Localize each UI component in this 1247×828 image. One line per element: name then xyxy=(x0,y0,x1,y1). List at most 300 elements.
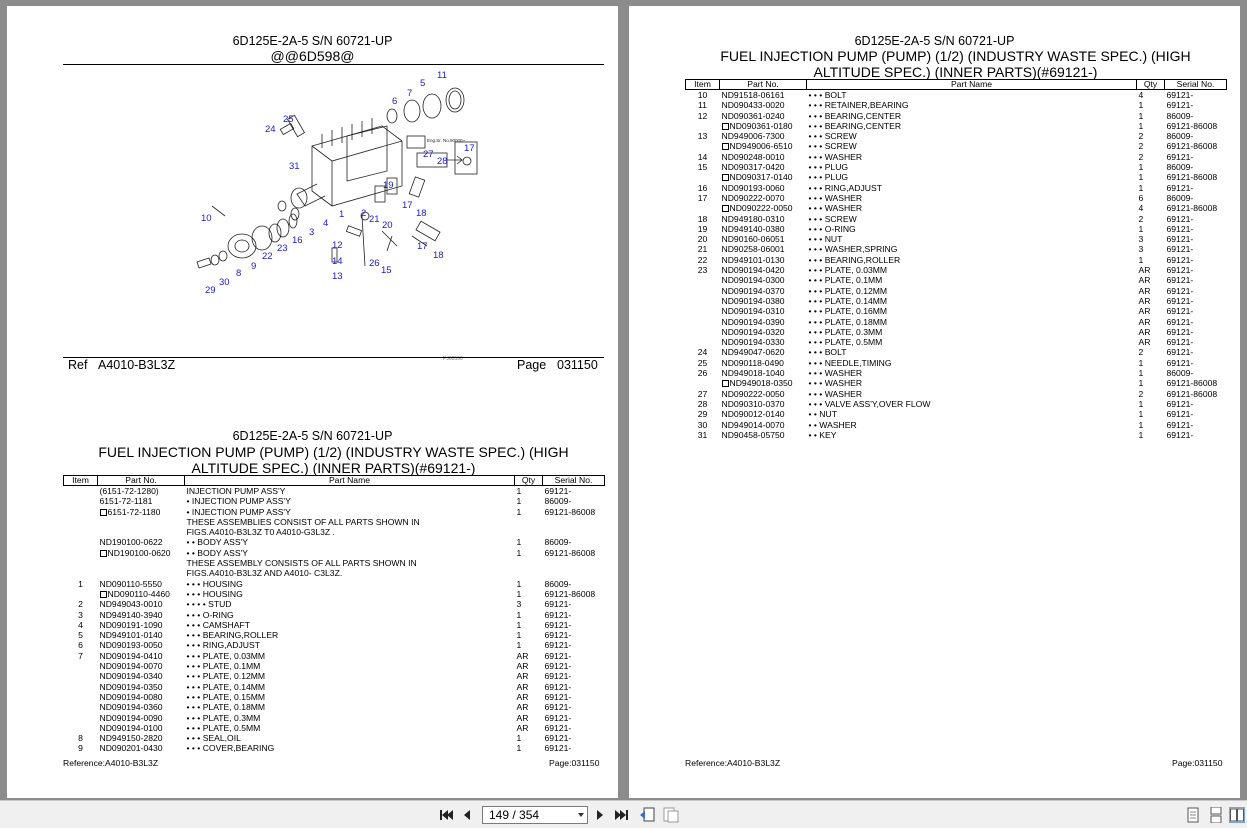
cell-serial xyxy=(1165,265,1227,275)
ref-value: A4010-B3L3Z xyxy=(98,358,176,372)
cell-qty-text: 1 xyxy=(1138,357,1144,368)
facing-view-button[interactable] xyxy=(1229,807,1245,823)
cell-serial xyxy=(1165,286,1227,296)
cell-qty-text: 1 xyxy=(516,506,522,517)
cell-item xyxy=(686,420,720,430)
cell-part-name-text: • • • PLATE, 0.3MM xyxy=(186,712,261,723)
cell-serial-text: 69121- xyxy=(544,609,572,620)
table-row xyxy=(64,630,605,640)
cell-part-name-text: • • • NEEDLE,TIMING xyxy=(808,357,892,368)
cell-item xyxy=(64,527,98,537)
serial-range-note: Eng.Sr. No.90000~ xyxy=(427,138,466,143)
cell-serial-text: 69121- xyxy=(544,619,572,630)
cell-serial xyxy=(1165,193,1227,203)
cell-part-name xyxy=(807,193,1137,203)
cell-serial xyxy=(543,579,605,589)
cell-item-text: 19 xyxy=(697,223,708,234)
cell-qty xyxy=(1137,327,1165,337)
cell-qty-text: 1 xyxy=(516,609,522,620)
cell-item-text: 12 xyxy=(697,110,708,121)
cell-item-text: 22 xyxy=(697,254,708,265)
table-row xyxy=(64,537,605,547)
page-value: 031150 xyxy=(557,358,598,372)
ref-label: Ref xyxy=(68,358,88,372)
cell-qty-text: 3 xyxy=(1138,244,1144,255)
cell-part-no xyxy=(720,317,807,327)
table-row xyxy=(686,183,1227,193)
cell-part-name-text: INJECTION PUMP ASS'Y xyxy=(186,486,286,496)
cell-item xyxy=(686,162,720,172)
cell-item xyxy=(64,630,98,640)
cell-qty xyxy=(515,661,543,671)
cell-part-no xyxy=(720,378,807,388)
cell-qty xyxy=(1137,255,1165,265)
cell-part-name-text: • • • PLATE, 0.18MM xyxy=(808,316,888,327)
cell-qty-text: 3 xyxy=(1138,234,1144,245)
cell-qty xyxy=(1137,286,1165,296)
callout-label: 15 xyxy=(381,265,392,276)
cell-part-no xyxy=(720,162,807,172)
first-page-button[interactable] xyxy=(438,807,454,823)
cell-qty xyxy=(1137,306,1165,316)
cell-part-no xyxy=(720,131,807,141)
cell-part-no xyxy=(98,548,185,558)
cell-part-name-text: • • • PLATE, 0.15MM xyxy=(186,691,266,702)
cell-part-no-text: ND090433-0020 xyxy=(721,100,785,111)
cell-part-name-text: • • • BEARING,CENTER xyxy=(808,110,902,121)
table-row xyxy=(686,306,1227,316)
cell-serial xyxy=(543,558,605,568)
cell-qty xyxy=(1137,244,1165,254)
cell-part-no-text: ND949018-0350 xyxy=(729,378,793,389)
table-row xyxy=(64,651,605,661)
cell-part-no-text: 6151-72-1181 xyxy=(99,496,153,507)
cell-serial-text: 69121- xyxy=(544,743,572,754)
cell-part-name xyxy=(807,131,1137,141)
cell-qty-text: AR xyxy=(1138,337,1151,348)
table-row xyxy=(64,713,605,723)
cell-item xyxy=(686,358,720,368)
cell-part-name-text: • • • WASHER,SPRING xyxy=(808,244,898,255)
cell-part-name xyxy=(807,347,1137,357)
callout-label: 23 xyxy=(277,243,288,254)
cell-qty xyxy=(1137,214,1165,224)
cell-part-name-text: • • • PLATE, 0.16MM xyxy=(808,306,888,317)
cell-qty-text: 1 xyxy=(1138,172,1144,183)
cell-part-no xyxy=(720,244,807,254)
cell-item xyxy=(64,568,98,578)
cell-part-name xyxy=(807,172,1137,182)
cell-part-no xyxy=(98,599,185,609)
table-row xyxy=(64,671,605,681)
exploded-parts-diagram xyxy=(187,66,487,306)
cell-serial-text: 69121-86008 xyxy=(1166,388,1218,399)
cell-part-name xyxy=(185,640,515,650)
cell-part-no xyxy=(720,100,807,110)
table-row xyxy=(686,317,1227,327)
cell-part-name xyxy=(807,183,1137,193)
table-row xyxy=(686,430,1227,440)
model-header-2: 6D125E-2A-5 S/N 60721-UP xyxy=(232,429,393,443)
cell-part-name-text: • • • NUT xyxy=(808,234,843,245)
cell-qty-text: 2 xyxy=(1138,131,1144,142)
cell-part-name-text: • • • PLUG xyxy=(808,172,849,183)
cell-qty xyxy=(1137,337,1165,347)
cell-qty xyxy=(1137,111,1165,121)
cell-part-name xyxy=(807,399,1137,409)
cell-part-no xyxy=(98,568,185,578)
cell-part-no xyxy=(98,692,185,702)
cell-qty-text: AR xyxy=(516,671,529,682)
cell-serial xyxy=(1165,224,1227,234)
cell-qty xyxy=(515,579,543,589)
cell-part-name xyxy=(185,507,515,517)
checkbox-square-icon xyxy=(100,550,107,557)
cell-part-name xyxy=(807,234,1137,244)
cell-part-name xyxy=(185,692,515,702)
cell-serial xyxy=(1165,317,1227,327)
cell-item xyxy=(686,317,720,327)
cell-part-no xyxy=(720,183,807,193)
cell-part-name-text: • • • BEARING,CENTER xyxy=(808,120,902,131)
cell-qty-text: 1 xyxy=(1138,378,1144,389)
cell-qty-text: AR xyxy=(1138,285,1151,296)
cell-item xyxy=(686,327,720,337)
cell-part-name xyxy=(807,368,1137,378)
table-row xyxy=(686,234,1227,244)
cell-part-no xyxy=(98,651,185,661)
callout-label: 11 xyxy=(437,70,447,81)
prev-page-button[interactable] xyxy=(459,807,475,823)
cell-part-no-text: ND090193-0060 xyxy=(721,182,785,193)
cell-serial xyxy=(543,651,605,661)
cell-serial-text: 69121- xyxy=(544,733,572,744)
cell-item xyxy=(64,496,98,506)
table-row xyxy=(686,203,1227,213)
callout-label: 16 xyxy=(292,235,303,246)
cell-qty xyxy=(1137,275,1165,285)
cell-serial-text: 69121- xyxy=(1166,285,1194,296)
cell-part-no-text: ND090118-0490 xyxy=(721,357,784,368)
cell-qty-text: 1 xyxy=(1138,409,1144,420)
table-row xyxy=(64,610,605,620)
table-row xyxy=(686,193,1227,203)
left-page xyxy=(7,6,618,798)
cell-qty-text: 1 xyxy=(1138,120,1144,131)
cell-part-no xyxy=(720,234,807,244)
cell-item-text: 14 xyxy=(697,151,708,162)
cell-qty-text: 1 xyxy=(516,640,522,651)
cell-part-name-text: • • • HOUSING xyxy=(186,578,243,589)
cell-serial-text: 69121- xyxy=(1166,347,1194,358)
cell-part-no-text: ND949006-6510 xyxy=(729,141,793,152)
callout-label: 26 xyxy=(369,258,380,269)
cell-serial xyxy=(543,517,605,527)
cell-qty xyxy=(1137,193,1165,203)
cell-serial-text: 69121- xyxy=(544,630,572,641)
table-row xyxy=(64,589,605,599)
cell-serial-text: 69121- xyxy=(1166,337,1194,348)
cell-part-name-text: • • KEY xyxy=(808,429,837,440)
cell-part-name xyxy=(185,568,515,578)
cell-serial xyxy=(543,630,605,640)
chevron-down-icon xyxy=(578,813,584,817)
page-number-select[interactable] xyxy=(482,806,588,824)
cell-serial xyxy=(1165,327,1227,337)
cell-qty-text: AR xyxy=(516,650,529,661)
cell-item-text: 6 xyxy=(78,640,83,651)
table-row xyxy=(64,620,605,630)
cell-part-no xyxy=(98,558,185,568)
cell-part-no-text: ND949180-0310 xyxy=(721,213,785,224)
cell-item-text: 26 xyxy=(697,368,708,379)
cell-part-no xyxy=(720,90,807,101)
cell-part-name xyxy=(185,682,515,692)
cell-part-name xyxy=(185,579,515,589)
cell-qty xyxy=(515,610,543,620)
cell-item xyxy=(686,111,720,121)
cell-qty xyxy=(1137,389,1165,399)
cell-serial-text: 86009- xyxy=(544,496,572,507)
cell-part-no-text: ND090194-0090 xyxy=(99,712,163,723)
cell-part-name xyxy=(807,378,1137,388)
cell-qty xyxy=(1137,100,1165,110)
cell-serial xyxy=(1165,296,1227,306)
cell-qty xyxy=(515,640,543,650)
table-row xyxy=(686,358,1227,368)
cell-serial xyxy=(1165,183,1227,193)
cell-item-text: 8 xyxy=(78,733,83,744)
cell-part-no-text: ND91518-06161 xyxy=(721,90,785,100)
callout-label: 14 xyxy=(332,256,343,267)
cell-serial xyxy=(543,548,605,558)
cell-serial-text: 69121- xyxy=(544,671,572,682)
cell-item xyxy=(64,702,98,712)
cell-item xyxy=(686,214,720,224)
cell-serial xyxy=(1165,131,1227,141)
cell-item xyxy=(64,548,98,558)
cell-part-name xyxy=(807,306,1137,316)
callout-label: 30 xyxy=(219,277,230,288)
cell-part-name xyxy=(807,286,1137,296)
cell-item xyxy=(686,296,720,306)
cell-qty-text: 1 xyxy=(516,486,522,496)
callout-label: 5 xyxy=(420,78,426,89)
next-page-button[interactable] xyxy=(592,807,608,823)
cell-item-text: 2 xyxy=(78,599,83,610)
cell-part-name-text: • • • PLATE, 0.03MM xyxy=(808,265,888,276)
cell-part-no-text: ND090194-0300 xyxy=(721,275,785,286)
cell-item xyxy=(686,378,720,388)
cell-qty xyxy=(515,620,543,630)
cell-part-name-text: • • • BOLT xyxy=(808,347,847,358)
cell-serial xyxy=(543,743,605,753)
cell-item xyxy=(686,286,720,296)
cell-part-name-text: • • • WASHER xyxy=(808,368,863,379)
cell-item-text: 24 xyxy=(697,347,708,358)
cell-serial-text: 69121- xyxy=(1166,223,1194,234)
table-row xyxy=(64,558,605,568)
cell-qty xyxy=(515,527,543,537)
cell-item xyxy=(64,743,98,753)
continuous-view-button[interactable] xyxy=(1208,807,1224,823)
cell-serial-text: 86009- xyxy=(1166,110,1194,121)
table-row xyxy=(64,527,605,537)
cell-serial-text: 86009- xyxy=(1166,131,1194,142)
cell-part-no xyxy=(98,537,185,547)
cell-part-no xyxy=(720,286,807,296)
cell-part-no-text: ND090012-0140 xyxy=(721,409,785,420)
table-row xyxy=(686,327,1227,337)
cell-part-name xyxy=(185,630,515,640)
cell-item xyxy=(686,141,720,151)
title-line-2: ALTITUDE SPEC.) (INNER PARTS)(#69121-) xyxy=(191,460,476,476)
cell-qty xyxy=(1137,90,1165,101)
first-page-icon xyxy=(439,809,453,821)
cell-part-no-text: ND090310-0370 xyxy=(721,398,785,409)
cell-part-no-text: ND090317-0140 xyxy=(729,172,793,183)
cell-part-name xyxy=(185,496,515,506)
cell-qty-text: 1 xyxy=(1138,429,1144,440)
cell-item-text: 17 xyxy=(697,192,708,203)
cell-qty-text: AR xyxy=(1138,306,1151,317)
table-row xyxy=(686,172,1227,182)
cell-part-no xyxy=(720,347,807,357)
next-view-button[interactable] xyxy=(663,807,679,823)
cell-qty-text: 1 xyxy=(516,547,522,558)
table-row xyxy=(686,368,1227,378)
callout-label: 20 xyxy=(382,220,393,231)
table-row xyxy=(64,661,605,671)
checkbox-square-icon xyxy=(100,509,107,516)
cell-part-no-text: ND090222-0070 xyxy=(721,192,785,203)
cell-serial-text: 69121-86008 xyxy=(544,588,596,599)
table-row xyxy=(64,568,605,578)
checkbox-square-icon xyxy=(100,591,107,598)
cell-item-text: 10 xyxy=(697,90,708,100)
cell-qty xyxy=(1137,141,1165,151)
cell-part-name-text: • • • PLATE, 0.03MM xyxy=(186,650,266,661)
table-row xyxy=(686,214,1227,224)
cell-qty xyxy=(1137,183,1165,193)
cell-part-no-text: ND090194-0360 xyxy=(99,702,163,713)
cell-serial-text: 69121- xyxy=(544,712,572,723)
cell-qty-text: 2 xyxy=(1138,213,1144,224)
cell-qty-text: 1 xyxy=(1138,223,1144,234)
cell-part-no-text: ND090110-4460 xyxy=(107,588,170,599)
cell-part-name-text: • • • RING,ADJUST xyxy=(808,182,882,193)
cell-part-no xyxy=(98,589,185,599)
cell-part-name-text: • • • WASHER xyxy=(808,203,863,214)
cell-serial-text: 69121- xyxy=(1166,316,1194,327)
cell-part-no xyxy=(720,368,807,378)
cell-serial-text: 86009- xyxy=(1166,368,1194,379)
cell-part-no xyxy=(720,141,807,151)
cell-serial xyxy=(1165,90,1227,101)
cell-part-no xyxy=(720,420,807,430)
cell-serial-text: 69121- xyxy=(1166,275,1194,286)
cell-serial xyxy=(1165,121,1227,131)
cell-part-name-text: • • • PLATE, 0.12MM xyxy=(186,671,266,682)
cell-qty-text: 1 xyxy=(1138,100,1144,111)
cell-serial xyxy=(543,496,605,506)
cell-serial xyxy=(543,702,605,712)
single-page-view-button[interactable] xyxy=(1185,807,1201,823)
cell-part-name xyxy=(807,162,1137,172)
cell-part-name-text: THESE ASSEMBLY CONSISTS OF ALL PARTS SHOWN IN xyxy=(186,558,417,569)
cell-part-no xyxy=(98,579,185,589)
cell-qty xyxy=(1137,131,1165,141)
cell-item xyxy=(64,610,98,620)
cell-part-no xyxy=(720,430,807,440)
cell-part-name-text: THESE ASSEMBLIES CONSIST OF ALL PARTS SHOWN IN xyxy=(186,516,420,527)
cell-part-name-text: • • • PLATE, 0.5MM xyxy=(186,722,261,733)
cell-qty-text: AR xyxy=(516,691,529,702)
table-row xyxy=(686,409,1227,419)
table-row xyxy=(64,733,605,743)
cell-item xyxy=(64,537,98,547)
cell-part-name xyxy=(185,599,515,609)
callout-label: 6 xyxy=(392,96,398,107)
cell-part-no xyxy=(98,517,185,527)
table-row xyxy=(686,224,1227,234)
header-rule xyxy=(63,64,604,65)
cell-item-text: 29 xyxy=(697,409,708,420)
cell-item xyxy=(64,486,98,497)
cell-serial xyxy=(543,568,605,578)
cell-qty-text: 6 xyxy=(1138,192,1144,203)
cell-part-name-text: • • • PLATE, 0.1MM xyxy=(808,275,883,286)
cell-part-no xyxy=(720,409,807,419)
cell-serial-text: 69121- xyxy=(544,599,572,610)
prev-view-button[interactable] xyxy=(639,807,655,823)
cell-part-name xyxy=(807,214,1137,224)
cell-serial xyxy=(1165,378,1227,388)
cell-part-no-text: ND90160-06051 xyxy=(721,234,785,245)
cell-serial-text: 86009- xyxy=(1166,162,1194,173)
cell-item xyxy=(64,579,98,589)
cell-part-no xyxy=(720,327,807,337)
last-page-button[interactable] xyxy=(614,807,630,823)
table-row xyxy=(686,399,1227,409)
cell-part-name xyxy=(185,527,515,537)
cell-part-no-text: ND090193-0050 xyxy=(99,640,163,651)
cell-part-name-text: • • • O-RING xyxy=(808,223,856,234)
page-label: Page xyxy=(517,358,547,372)
cell-item xyxy=(64,723,98,733)
right-page xyxy=(629,6,1240,798)
table-row xyxy=(64,682,605,692)
cell-serial-text: 86009- xyxy=(544,578,572,589)
cell-part-no-text: ND090222-0050 xyxy=(729,203,793,214)
cell-serial xyxy=(1165,214,1227,224)
cell-item-text: 18 xyxy=(697,213,708,224)
cell-qty xyxy=(1137,347,1165,357)
model-header: 6D125E-2A-5 S/N 60721-UP xyxy=(854,34,1015,48)
cell-qty xyxy=(515,671,543,681)
cell-part-no xyxy=(98,661,185,671)
cell-qty-text: AR xyxy=(1138,316,1151,327)
table-row xyxy=(686,420,1227,430)
cell-serial-text: 69121-86008 xyxy=(1166,120,1218,131)
cell-part-name xyxy=(807,337,1137,347)
cell-serial xyxy=(543,527,605,537)
col-part-no: Part No. xyxy=(98,476,185,486)
cell-qty xyxy=(515,548,543,558)
cell-part-no-text: ND949006-7300 xyxy=(721,131,785,142)
cell-part-name xyxy=(807,121,1137,131)
cell-qty-text: AR xyxy=(1138,265,1151,276)
